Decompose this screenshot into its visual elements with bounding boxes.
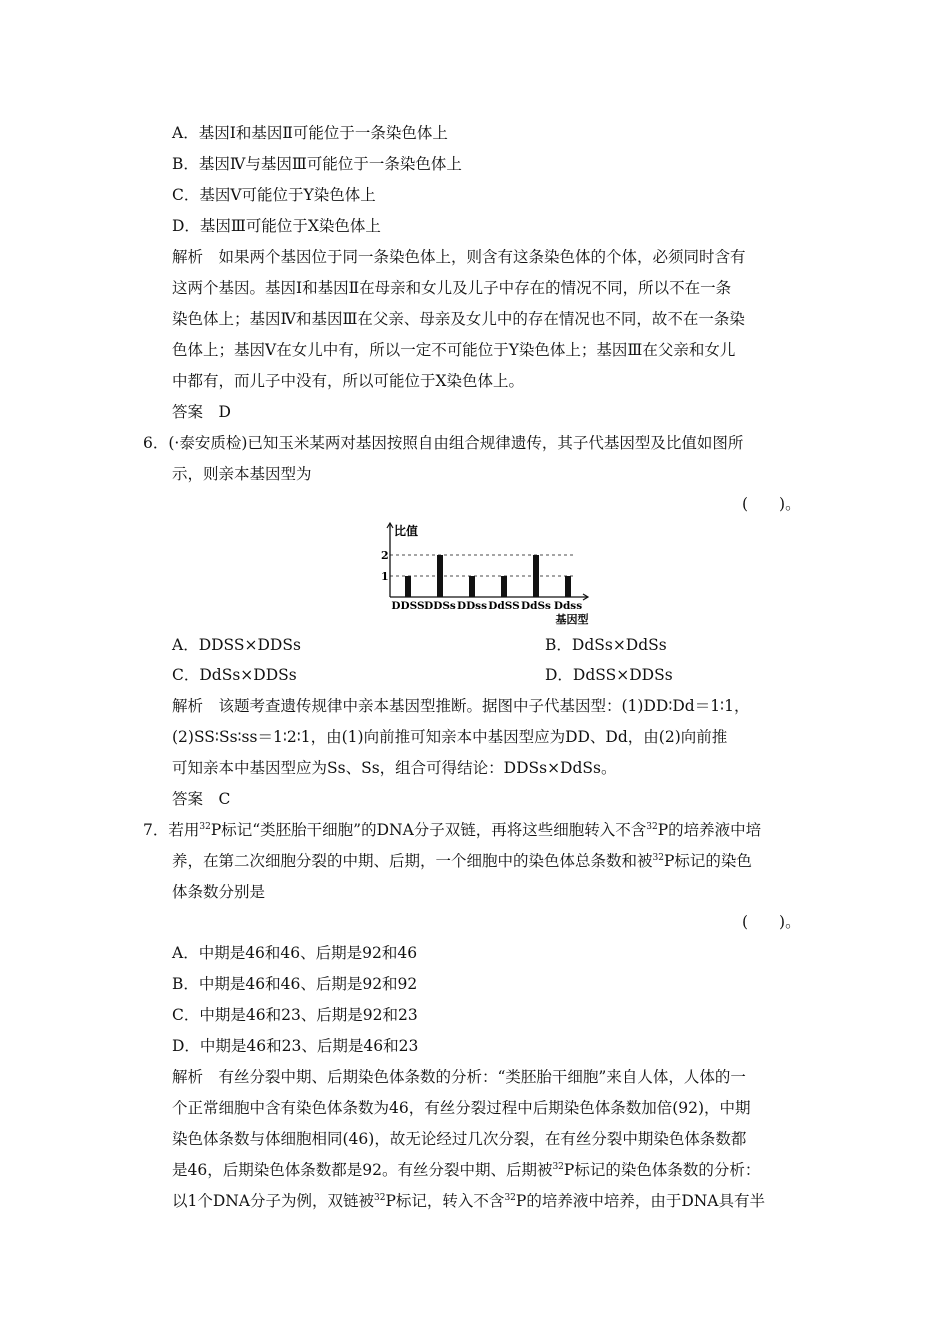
x-tick-label: Ddss xyxy=(553,600,583,612)
x-tick-label: DDSS xyxy=(391,600,425,612)
q6-option-d: D．DdSS×DDSs xyxy=(545,666,673,684)
q6-analysis-line: 解析 该题考查遗传规律中亲本基因型推断。据图中子代基因型：(1)DD∶Dd＝1∶1， xyxy=(172,697,750,715)
q7-stem-line: 7．若用$^{32}$P标记“类胚胎干细胞”的DNA分子双链，再将这些细胞转入不含$^{32}$P的培养液中培 xyxy=(143,821,762,839)
q5-analysis-line: 色体上；基因Ⅴ在女儿中有，所以一定不可能位于Y染色体上；基因Ⅲ在父亲和女儿 xyxy=(172,341,736,359)
q7-option-c: C．中期是46和23、后期是92和23 xyxy=(172,1006,418,1024)
q7-option-d: D．中期是46和23、后期是46和23 xyxy=(172,1037,419,1055)
y-axis-label: 比值 xyxy=(394,524,419,538)
q5-analysis-line: 解析 如果两个基因位于同一条染色体上，则含有这条染色体的个体，必须同时含有 xyxy=(172,248,746,266)
q5-analysis-line: 中都有，而儿子中没有，所以可能位于X染色体上。 xyxy=(172,372,525,390)
genotype-ratio-chart xyxy=(376,517,596,632)
q5-analysis-line: 染色体上；基因Ⅳ和基因Ⅲ在父亲、母亲及女儿中的存在情况也不同，故不在一条染 xyxy=(172,310,745,328)
q7-analysis-line: 以1个DNA分子为例，双链被$^{32}$P标记，转入不含$^{32}$P的培养液中培养，由于DNA具有半 xyxy=(172,1192,766,1210)
x-tick-label: DDSs xyxy=(424,600,456,612)
q6-analysis-line: 可知亲本中基因型应为Ss、Ss，组合可得结论：DDSs×DdSs。 xyxy=(172,759,617,777)
q6-stem-line: 6．(·泰安质检)已知玉米某两对基因按照自由组合规律遗传，其子代基因型及比值如图所 xyxy=(143,434,744,452)
bar xyxy=(469,576,475,597)
q5-option-d: D．基因Ⅲ可能位于X染色体上 xyxy=(172,217,381,235)
q7-analysis-line: 解析 有丝分裂中期、后期染色体条数的分析：“类胚胎干细胞”来自人体，人体的一 xyxy=(172,1068,746,1086)
x-tick-label: DDss xyxy=(456,600,488,612)
x-tick-label: DdSs xyxy=(521,600,551,612)
q7-answer-blank: ( )。 xyxy=(742,913,801,931)
q6-option-b: B．DdSs×DdSs xyxy=(545,636,667,654)
q7-option-a: A．中期是46和46、后期是92和46 xyxy=(172,944,418,962)
bar xyxy=(501,576,507,597)
q6-analysis-line: (2)SS∶Ss∶ss＝1∶2∶1，由(1)向前推可知亲本中基因型应为DD、Dd，由(2)向前推 xyxy=(172,728,728,746)
q5-analysis-line: 这两个基因。基因Ⅰ和基因Ⅱ在母亲和女儿及儿子中存在的情况不同，所以不在一条 xyxy=(172,279,732,297)
q7-analysis-line: 染色体条数与体细胞相同(46)，故无论经过几次分裂，在有丝分裂中期染色体条数都 xyxy=(172,1130,747,1148)
bar xyxy=(437,555,443,597)
q7-stem-line: 养，在第二次细胞分裂的中期、后期，一个细胞中的染色体总条数和被$^{32}$P标记的染色 xyxy=(172,852,752,870)
q6-option-a: A．DDSS×DDSs xyxy=(172,636,301,654)
q5-option-c: C．基因Ⅴ可能位于Y染色体上 xyxy=(172,186,376,204)
bar xyxy=(405,576,411,597)
q7-option-b: B．中期是46和46、后期是92和92 xyxy=(172,975,418,993)
bar xyxy=(565,576,571,597)
x-axis-label: 基因型 xyxy=(555,613,589,626)
q6-answer-blank: ( )。 xyxy=(742,495,801,513)
q7-analysis-line: 个正常细胞中含有染色体条数为46，有丝分裂过程中后期染色体条数加倍(92)，中期 xyxy=(172,1099,751,1117)
q5-answer: 答案 D xyxy=(172,403,231,421)
bar xyxy=(533,555,539,597)
q5-option-b: B．基因Ⅳ与基因Ⅲ可能位于一条染色体上 xyxy=(172,155,462,173)
q7-stem-line: 体条数分别是 xyxy=(172,883,266,901)
q7-analysis-line: 是46，后期染色体条数都是92。有丝分裂中期、后期被$^{32}$P标记的染色体条数的分析： xyxy=(172,1161,761,1179)
y-tick-label: 1 xyxy=(381,570,389,583)
q6-stem-line: 示，则亲本基因型为 xyxy=(172,465,312,483)
q6-answer: 答案 C xyxy=(172,790,231,808)
x-tick-label: DdSS xyxy=(488,600,520,612)
q5-option-a: A．基因Ⅰ和基因Ⅱ可能位于一条染色体上 xyxy=(172,124,448,142)
y-tick-label: 2 xyxy=(381,549,389,562)
q6-option-c: C．DdSs×DDSs xyxy=(172,666,297,684)
